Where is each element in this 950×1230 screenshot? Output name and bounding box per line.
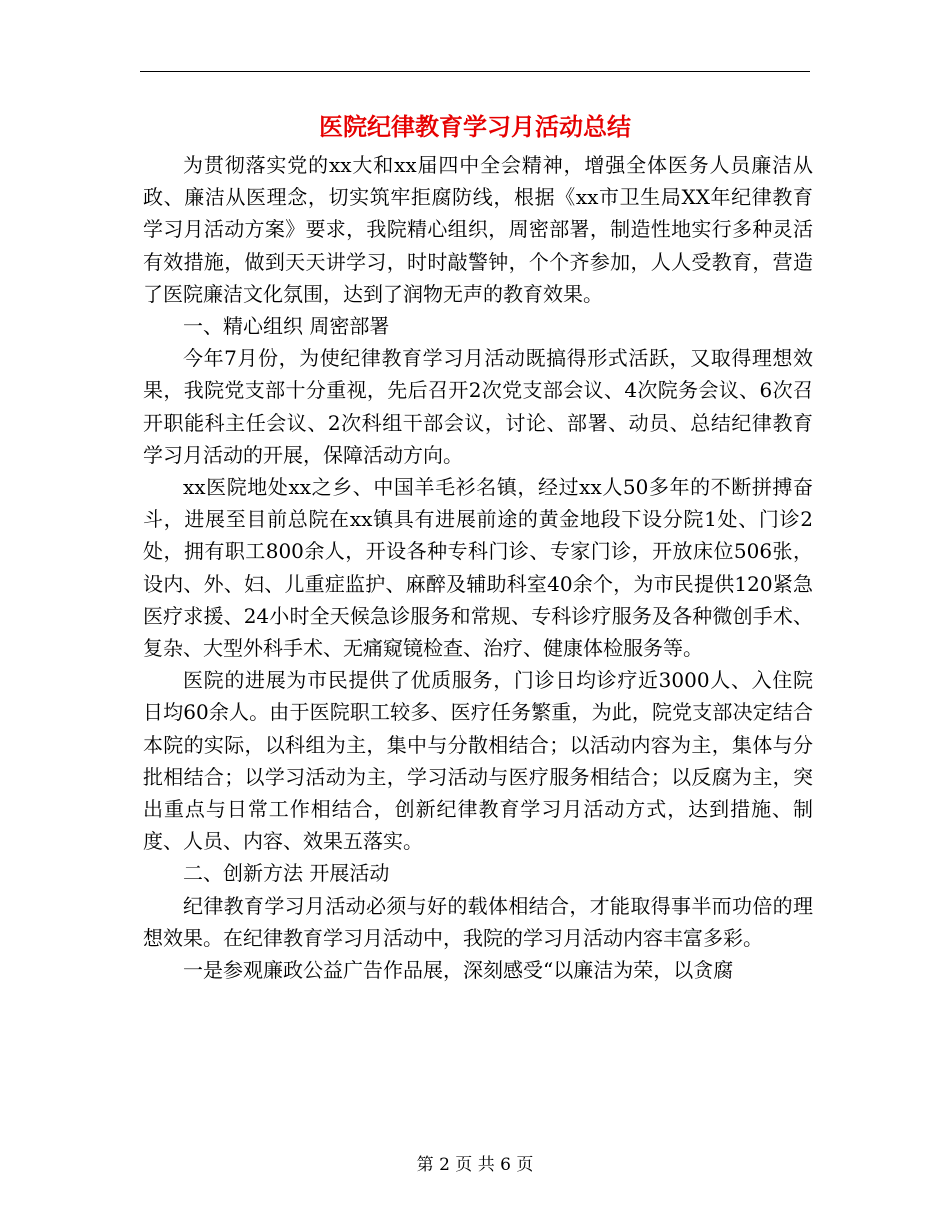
paragraph-service-approach: 医院的进展为市民提供了优质服务，门诊日均诊疗近3000人、入住院日均60余人。由于医院职工较多、医疗任务繁重，为此，院党支部决定结合本院的实际，以科组为主，集中与分散相结合；以活动内容为主，集体与分批相结合；以学习活动为主，学习活动与医疗服务相结合；以反腐为主，突出重点与日常工作相结合，创新纪律教育学习月活动方式，达到措施、制度、人员、内容、效果五落实。 — [143, 668, 813, 854]
section-heading-1: 一、精心组织 周密部署 — [183, 314, 390, 339]
paragraph-carrier: 纪律教育学习月活动必须与好的载体相结合，才能取得事半而功倍的理想效果。在纪律教育学习月活动中，我院的学习月活动内容丰富多彩。 — [143, 893, 813, 950]
paragraph-meetings: 今年7月份，为使纪律教育学习月活动既搞得形式活跃，又取得理想效果，我院党支部十分重视，先后召开2次党支部会议、4次院务会议、6次召开职能科主任会议、2次科组干部会议，讨论、部署、动员、总结纪律教育学习月活动的开展，保障活动方向。 — [143, 346, 813, 467]
header-rule — [140, 71, 810, 72]
paragraph-exhibition: 一是参观廉政公益广告作品展，深刻感受“以廉洁为荣，以贪腐 — [183, 958, 734, 983]
page-number-footer: 第 2 页 共 6 页 — [416, 1155, 534, 1175]
paragraph-intro: 为贯彻落实党的xx大和xx届四中全会精神，增强全体医务人员廉洁从政、廉洁从医理念，切实筑牢拒腐防线，根据《xx市卫生局XX年纪律教育学习月活动方案》要求，我院精心组织，周密部署，制造性地实行多种灵活有效措施，做到天天讲学习，时时敲警钟，个个齐参加，人人受教育，营造了医院廉洁文化氛围，达到了润物无声的教育效果。 — [143, 153, 813, 306]
document-title: 医院纪律教育学习月活动总结 — [319, 112, 631, 141]
document-body — [143, 149, 813, 986]
paragraph-hospital-profile: xx医院地处xx之乡、中国羊毛衫名镇，经过xx人50多年的不断拼搏奋斗，进展至目前总院在xx镇具有进展前途的黄金地段下设分院1处、门诊2处，拥有职工800余人，开设各种专科门诊、专家门诊，开放床位506张，设内、外、妇、儿重症监护、麻醉及辅助科室40余个，为市民提供120紧急医疗求援、24小时全天候急诊服务和常规、专科诊疗服务及各种微创手术、复杂、大型外科手术、无痛窥镜检查、治疗、健康体检服务等。 — [143, 475, 813, 661]
section-heading-2: 二、创新方法 开展活动 — [183, 861, 390, 886]
